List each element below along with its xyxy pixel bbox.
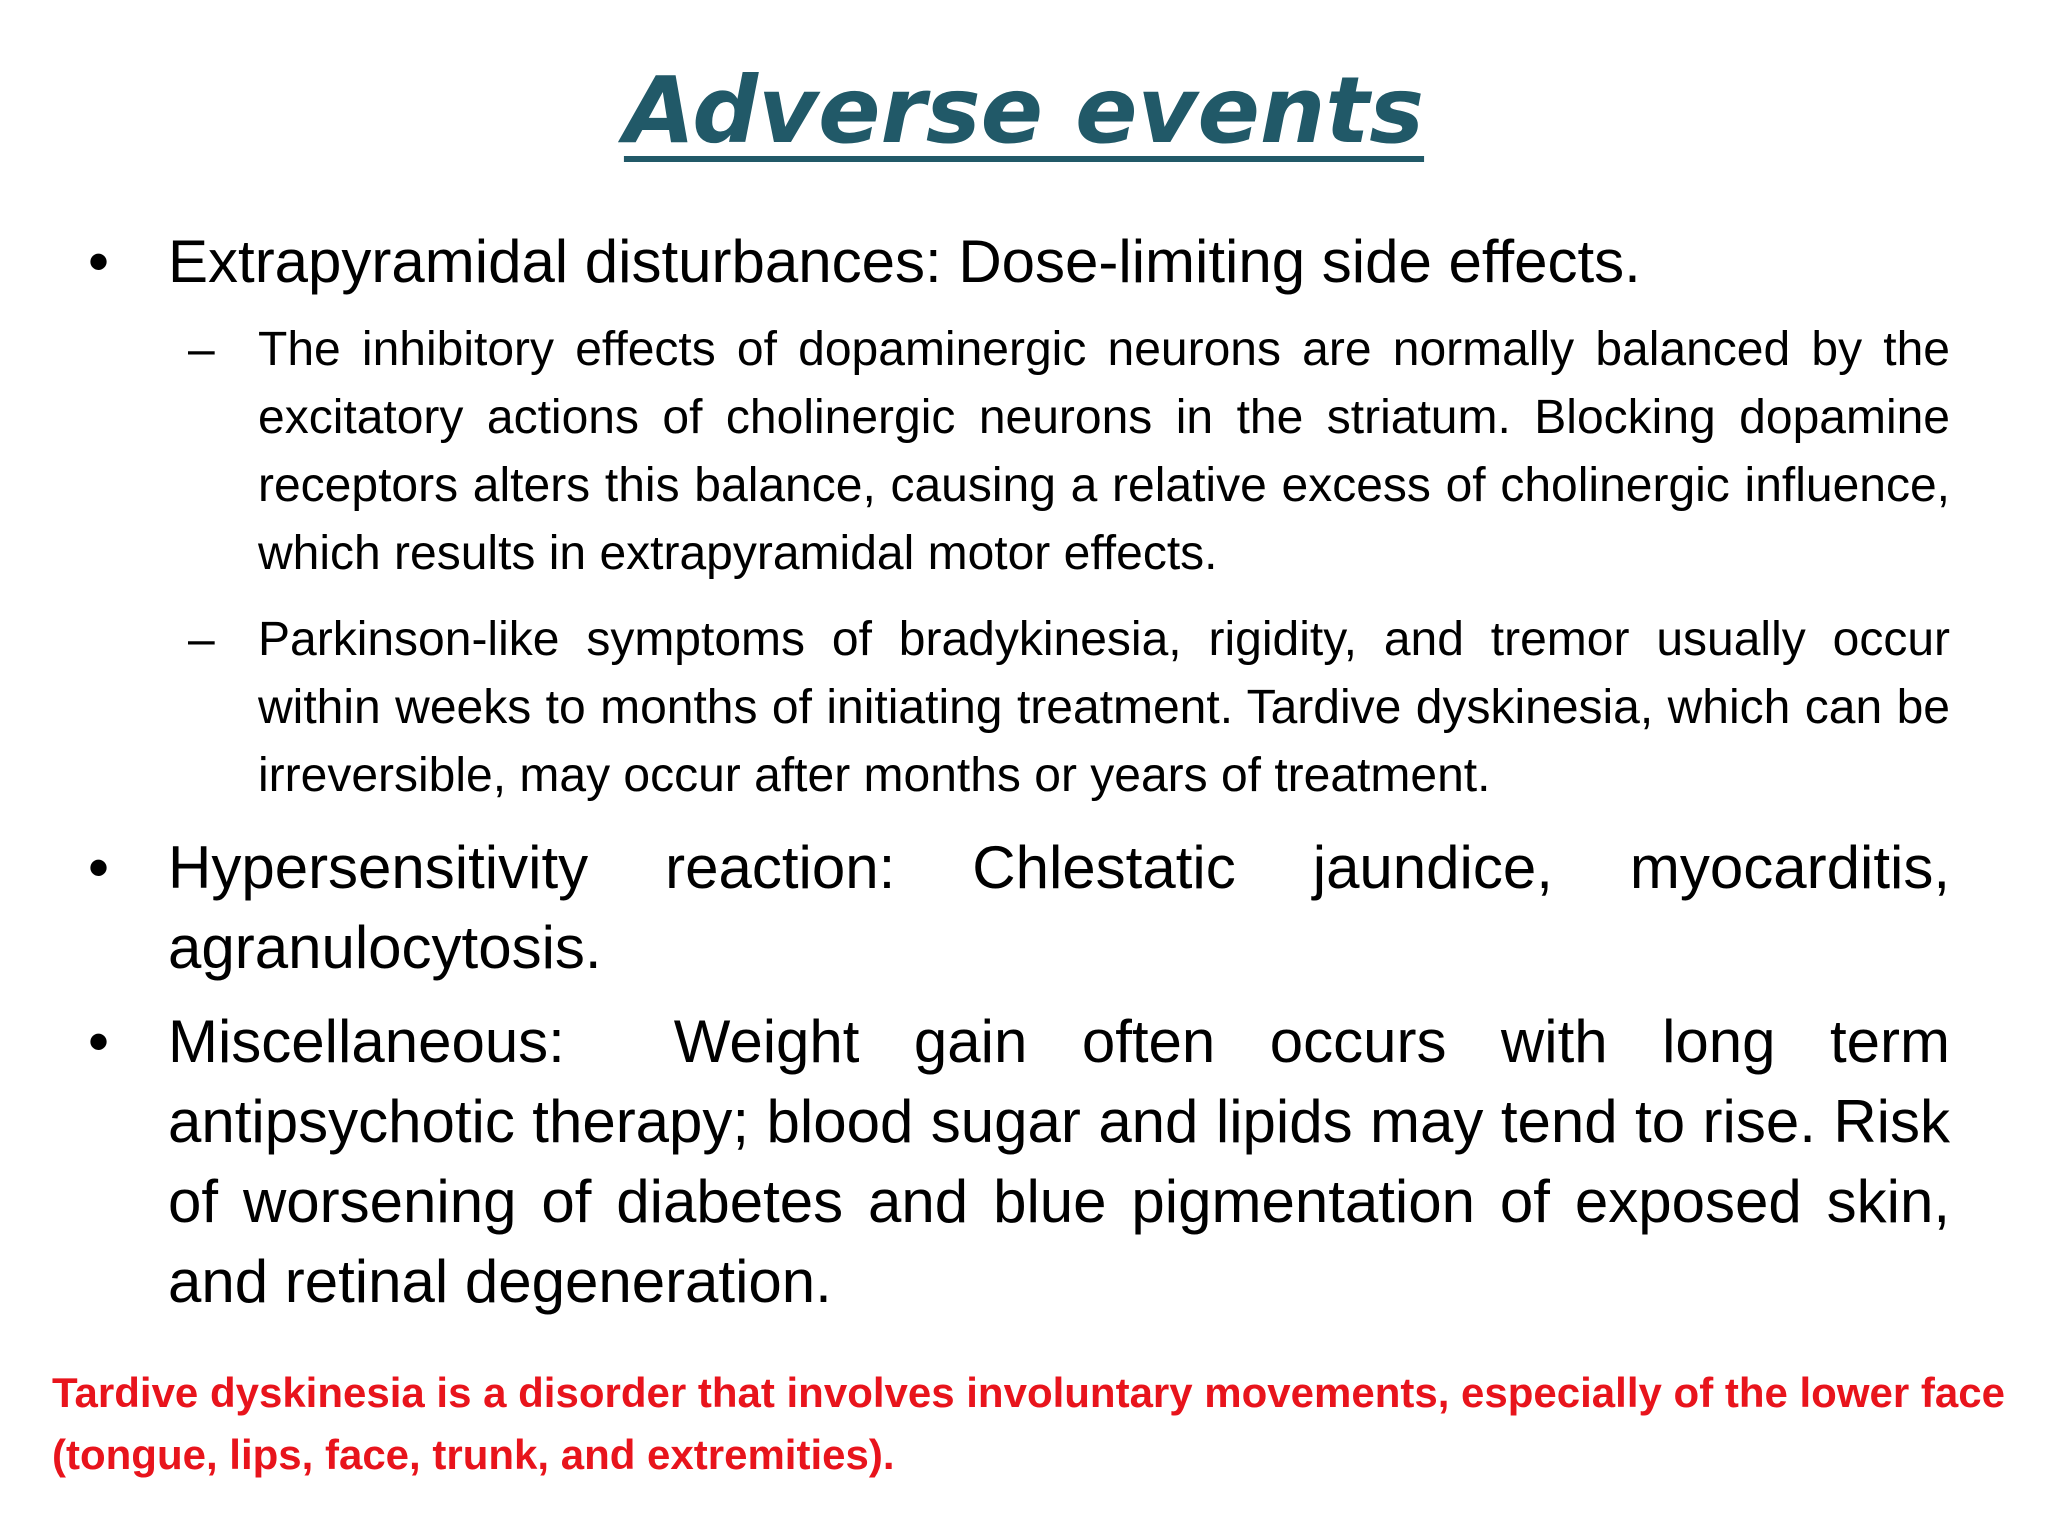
- sub-bullet-text: The inhibitory effects of dopaminergic neurons are normally balanced by the excitatory actions of cholinergic neurons in the striatum. Blocking dopamine receptors alters this balance, causing a relative excess of cholinergic influence, which results in extrapyramidal motor effects.: [258, 323, 1950, 580]
- dash-icon: –: [188, 323, 215, 376]
- bullet-item-hypersensitivity: [84, 828, 1950, 988]
- bullet-icon: •: [88, 834, 110, 901]
- dash-icon: –: [188, 613, 215, 666]
- sub-bullet-item-balance: [188, 316, 1950, 588]
- bullet-icon: •: [88, 1008, 110, 1075]
- sub-bullet-text: Parkinson-like symptoms of bradykinesia, rigidity, and tremor usually occur within weeks to months of initiating treatment. Tardive dyskinesia, which can be irreversible, may occur after months or years of treatment.: [258, 613, 1950, 802]
- sub-bullet-item-parkinson: [188, 606, 1950, 810]
- slide-title-text: Adverse events: [623, 57, 1425, 164]
- bullet-item-miscellaneous: [84, 1002, 1967, 1322]
- slide-body: [84, 222, 1967, 1336]
- bullet-icon: •: [88, 228, 110, 295]
- bullet-text: Hypersensitivity reaction: Chlestatic jaundice, myocarditis, agranulocytosis.: [168, 834, 1950, 981]
- bullet-text: Extrapyramidal disturbances: Dose-limiting side effects.: [168, 228, 1641, 295]
- bullet-item-extrapyramidal: [84, 222, 1950, 302]
- sub-bullet-list: [84, 316, 1950, 810]
- slide-title: [0, 58, 2048, 164]
- bullet-text: Miscellaneous: Weight gain often occurs with long term antipsychotic therapy; blood sugar and lipids may tend to rise. Risk of worsening of diabetes and blue pigmentation of exposed skin, and retinal degeneration.: [168, 1008, 1967, 1315]
- footnote-tardive-dyskinesia: Tardive dyskinesia is a disorder that involves involuntary movements, especially of the lower face (tongue, lips, face, trunk, and extremities).: [52, 1369, 2005, 1478]
